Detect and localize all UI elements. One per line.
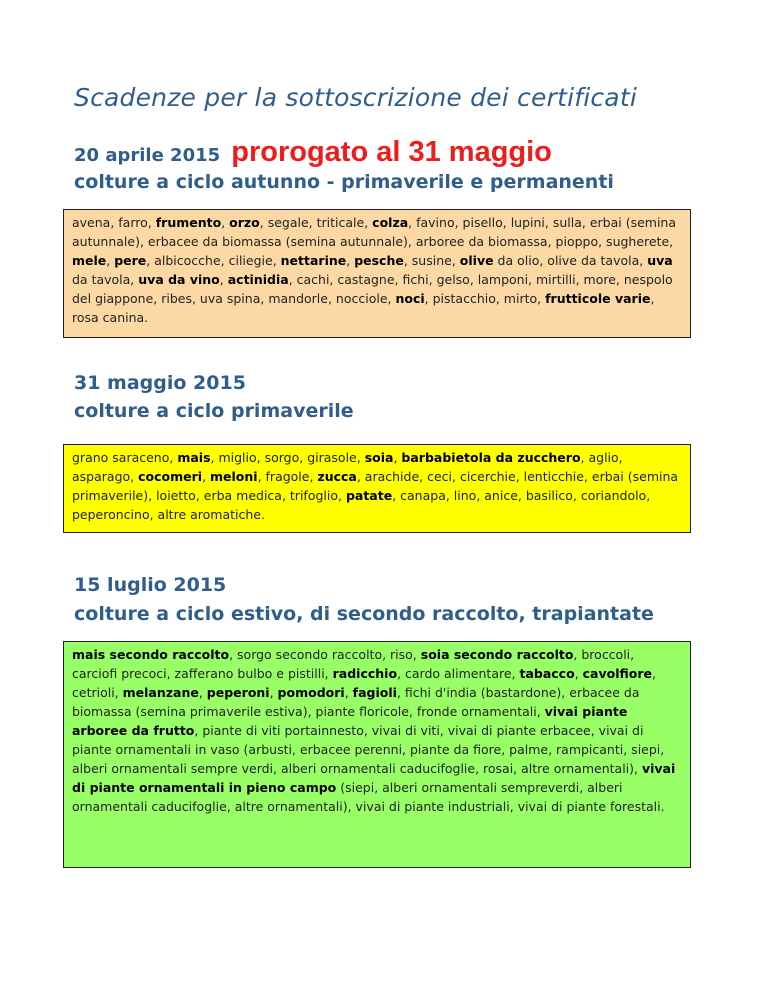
crop-name-highlighted: mais secondo raccolto — [72, 647, 230, 662]
crop-name-highlighted: frumento — [155, 215, 222, 230]
section-1-subtitle: colture a ciclo autunno - primaverile e permanenti — [74, 171, 614, 193]
crop-list-text: , favino, pisello, lupini, sulla, erbai (semina autunnale), erbacee da biomassa (semina autunnale), arboree da biomassa, pioppo, sugherete, — [72, 215, 677, 249]
section-2-subtitle: colture a ciclo primaverile — [74, 400, 354, 422]
crop-list-text: grano saraceno, — [72, 450, 178, 465]
crop-name-highlighted: meloni — [210, 469, 258, 484]
crop-list-text: , — [106, 253, 115, 268]
crop-name-highlighted: frutticole varie — [545, 291, 651, 306]
crop-list-text: avena, farro, — [72, 215, 156, 230]
crop-list-text: , — [221, 215, 230, 230]
crop-name-highlighted: tabacco — [519, 666, 575, 681]
crop-list-text: da tavola, — [72, 272, 139, 287]
crop-list-text: , cetrioli, — [72, 666, 656, 700]
crop-list-box-1 — [63, 209, 691, 338]
crop-list-box-3 — [63, 641, 691, 868]
crop-name-highlighted: mele — [72, 253, 107, 268]
crop-list-text: , — [198, 685, 207, 700]
crop-name-highlighted: mais — [177, 450, 211, 465]
crop-name-highlighted: zucca — [317, 469, 357, 484]
crop-list-text: , canapa, lino, anice, basilico, coriandolo, peperoncino, altre aromatiche. — [72, 488, 651, 522]
crop-list-text: , susine, — [403, 253, 460, 268]
crop-name-highlighted: peperoni — [206, 685, 270, 700]
crop-list-text: , pistacchio, mirto, — [424, 291, 546, 306]
deadline-date-3: 15 luglio 2015 — [74, 574, 227, 596]
crop-name-highlighted: orzo — [229, 215, 260, 230]
crop-name-highlighted: melanzane — [122, 685, 199, 700]
crop-list-text: da olio, olive da tavola, — [493, 253, 648, 268]
section-3-subtitle: colture a ciclo estivo, di secondo raccolto, trapiantate — [74, 603, 654, 625]
crop-name-highlighted: nettarine — [280, 253, 347, 268]
crop-list-text: , albicocche, ciliegie, — [146, 253, 281, 268]
crop-name-highlighted: radicchio — [332, 666, 398, 681]
deadline-line-1 — [74, 136, 552, 169]
crop-list-text: , — [393, 450, 402, 465]
crop-name-highlighted: colza — [372, 215, 409, 230]
crop-name-highlighted: pere — [114, 253, 147, 268]
crop-name-highlighted: pesche — [354, 253, 404, 268]
crop-list-text: , — [574, 666, 583, 681]
crop-list-text: , fragole, — [257, 469, 318, 484]
deadline-date-2: 31 maggio 2015 — [74, 372, 246, 394]
crop-name-highlighted: cocomeri — [138, 469, 203, 484]
deadline-date-1: 20 aprile 2015 — [74, 145, 221, 166]
crop-list-text: , fichi d'india (bastardone), erbacee da biomassa (semina primaverile estiva), piante floricole, fronde ornamentali, — [72, 685, 640, 719]
crop-name-highlighted: barbabietola da zucchero — [401, 450, 581, 465]
crop-list-text: , — [344, 685, 353, 700]
crop-name-highlighted: actinidia — [227, 272, 289, 287]
crop-list-text: , aglio, asparago, — [72, 450, 623, 484]
crop-list-text: , — [219, 272, 228, 287]
crop-list-text: , — [202, 469, 211, 484]
crop-list-text: (siepi, alberi ornamentali sempreverdi, alberi ornamentali caducifoglie, altre ornamentali), vivai di piante industriali, vivai di piante forestali. — [72, 780, 665, 814]
crop-name-highlighted: soia secondo raccolto — [420, 647, 574, 662]
crop-name-highlighted: vivai di piante ornamentali in pieno campo — [72, 761, 676, 795]
crop-name-highlighted: uva da vino — [138, 272, 220, 287]
crop-list-text: , cardo alimentare, — [397, 666, 520, 681]
crop-name-highlighted: soia — [364, 450, 394, 465]
crop-name-highlighted: cavolfiore — [582, 666, 653, 681]
crop-name-highlighted: patate — [345, 488, 393, 503]
crop-list-text: , broccoli, carciofi precoci, zafferano bulbo e pistilli, — [72, 647, 635, 681]
crop-list-text: , — [346, 253, 355, 268]
crop-list-text: , rosa canina. — [72, 291, 655, 325]
crop-name-highlighted: olive — [459, 253, 494, 268]
crop-name-highlighted: uva — [647, 253, 673, 268]
page-title: Scadenze per la sottoscrizione dei certificati — [74, 83, 637, 112]
crop-list-text: , segale, triticale, — [259, 215, 373, 230]
crop-list-text: , — [269, 685, 278, 700]
crop-list-text: , miglio, sorgo, girasole, — [210, 450, 365, 465]
crop-list-text: , arachide, ceci, cicerchie, lenticchie, erbai (semina primaverile), loietto, erba medica, trifoglio, — [72, 469, 679, 503]
crop-list-text: , cachi, castagne, fichi, gelso, lamponi, mirtilli, more, nespolo del giappone, ribes, uva spina, mandorle, nocciole, — [72, 272, 673, 306]
crop-name-highlighted: noci — [395, 291, 425, 306]
crop-name-highlighted: pomodori — [277, 685, 345, 700]
crop-list-box-2 — [63, 444, 691, 533]
crop-name-highlighted: vivai piante arboree da frutto — [72, 704, 628, 738]
crop-list-text: , piante di viti portainnesto, vivai di viti, vivai di piante erbacee, vivai di piante ornamentali in vaso (arbusti, erbacee perenni, piante da fiore, palme, rampicanti, siepi, alberi ornamentali sempre verdi, alberi ornamentali caducifoglie, rosai, altre ornamentali), — [72, 723, 665, 776]
crop-name-highlighted: fagioli — [352, 685, 397, 700]
extension-notice: prorogato al 31 maggio — [231, 136, 552, 168]
crop-list-text: , sorgo secondo raccolto, riso, — [229, 647, 421, 662]
